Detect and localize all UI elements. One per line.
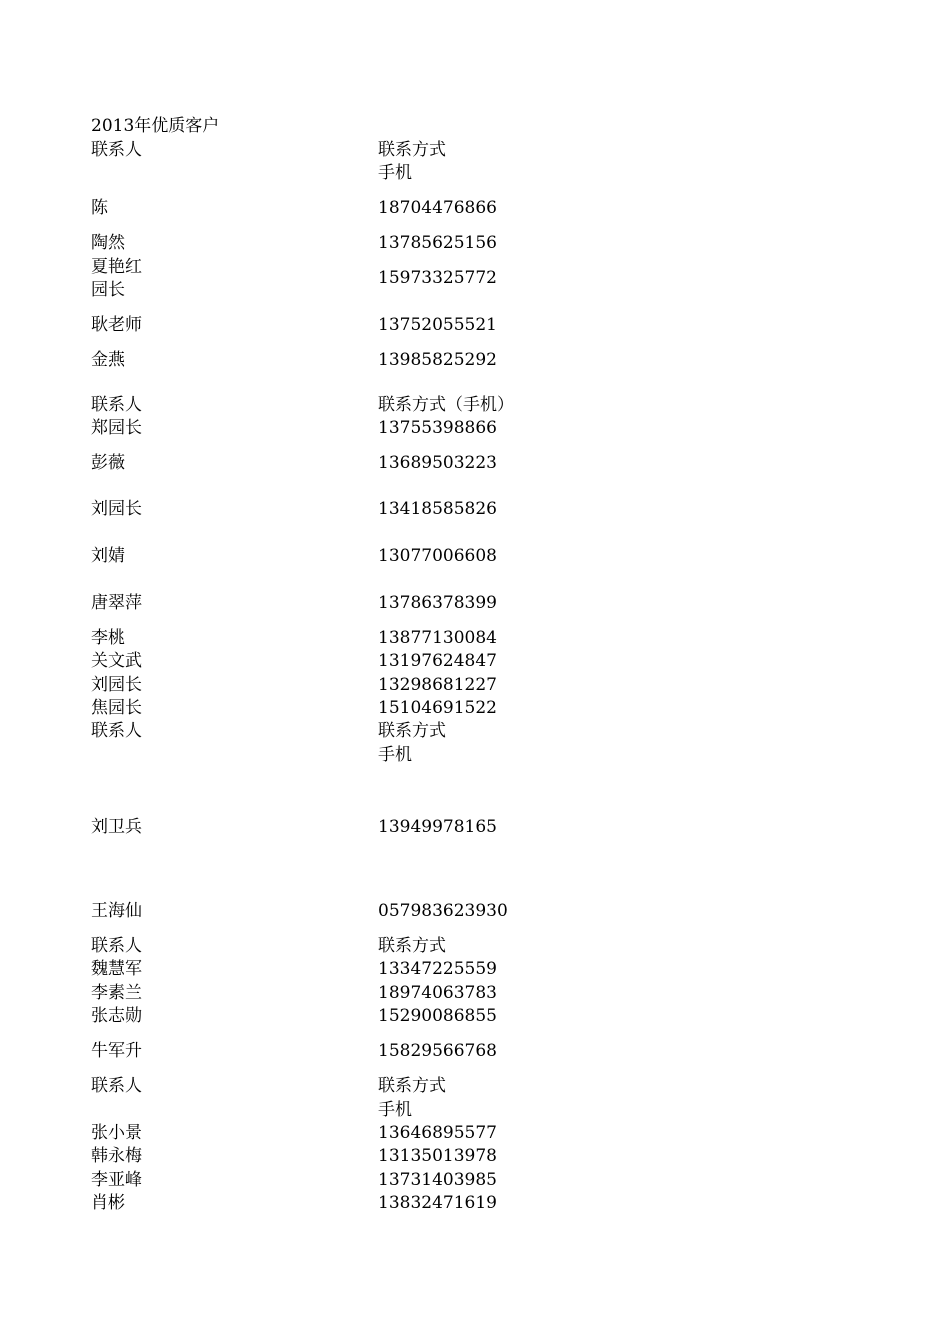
contact-phone: 13298681227 [378, 675, 497, 695]
contact-name: 陶然 [91, 233, 125, 253]
contact-name: 刘婧 [91, 546, 125, 566]
contact-name: 魏慧军 [91, 959, 142, 979]
contact-phone: 15829566768 [378, 1041, 497, 1061]
contact-phone: 13786378399 [378, 593, 497, 613]
contact-phone: 13347225559 [378, 959, 497, 979]
contact-phone: 18704476866 [378, 198, 497, 218]
contact-name: 关文武 [91, 651, 142, 671]
contact-name: 刘园长 [91, 499, 142, 519]
contact-name: 韩永梅 [91, 1146, 142, 1166]
column-subheader-mobile: 手机 [378, 1100, 412, 1120]
contact-name: 彭薇 [91, 453, 125, 473]
contact-phone: 13755398866 [378, 418, 497, 438]
column-subheader-mobile: 手机 [378, 745, 412, 765]
column-header-contact-method: 联系方式 [378, 936, 446, 956]
column-header-contact-person: 联系人 [91, 936, 142, 956]
contact-phone: 15290086855 [378, 1006, 497, 1026]
contact-name: 牛军升 [91, 1041, 142, 1061]
contact-phone: 13949978165 [378, 817, 497, 837]
column-header-contact-method: 联系方式 [378, 140, 446, 160]
column-header-contact-person: 联系人 [91, 395, 142, 415]
contact-phone: 13646895577 [378, 1123, 497, 1143]
contact-name: 焦园长 [91, 698, 142, 718]
contact-name: 金燕 [91, 350, 125, 370]
contact-name: 刘卫兵 [91, 817, 142, 837]
column-header-contact-person: 联系人 [91, 1076, 142, 1096]
contact-phone: 13418585826 [378, 499, 497, 519]
contact-name: 李桃 [91, 628, 125, 648]
column-header-contact-method: 联系方式 [378, 1076, 446, 1096]
contact-phone: 13197624847 [378, 651, 497, 671]
column-header-contact-person: 联系人 [91, 721, 142, 741]
contact-phone: 18974063783 [378, 983, 497, 1003]
contact-name: 陈 [91, 198, 108, 218]
contact-phone: 13752055521 [378, 315, 497, 335]
contact-name: 李亚峰 [91, 1170, 142, 1190]
contact-name: 张小景 [91, 1123, 142, 1143]
contact-phone: 13731403985 [378, 1170, 497, 1190]
contact-name: 刘园长 [91, 675, 142, 695]
contact-phone: 15104691522 [378, 698, 497, 718]
contact-name: 郑园长 [91, 418, 142, 438]
contact-name: 肖彬 [91, 1193, 125, 1213]
contact-phone: 13877130084 [378, 628, 497, 648]
contact-phone: 13689503223 [378, 453, 497, 473]
contact-name: 唐翠萍 [91, 593, 142, 613]
column-subheader-mobile: 手机 [378, 163, 412, 183]
contact-title: 园长 [91, 280, 125, 300]
column-header-contact-method: 联系方式 [378, 721, 446, 741]
contact-phone: 15973325772 [378, 268, 497, 288]
contact-name: 张志勋 [91, 1006, 142, 1026]
contact-name: 李素兰 [91, 983, 142, 1003]
contact-phone: 13785625156 [378, 233, 497, 253]
contact-phone: 057983623930 [378, 901, 508, 921]
contact-name: 耿老师 [91, 315, 142, 335]
column-header-contact-person: 联系人 [91, 140, 142, 160]
column-header-contact-method: 联系方式（手机） [378, 395, 514, 415]
contact-phone: 13135013978 [378, 1146, 497, 1166]
contact-name: 王海仙 [91, 901, 142, 921]
contact-phone: 13832471619 [378, 1193, 497, 1213]
contact-phone: 13077006608 [378, 546, 497, 566]
contact-name: 夏艳红 [91, 257, 142, 277]
contact-phone: 13985825292 [378, 350, 497, 370]
page-title: 2013年优质客户 [91, 116, 220, 136]
